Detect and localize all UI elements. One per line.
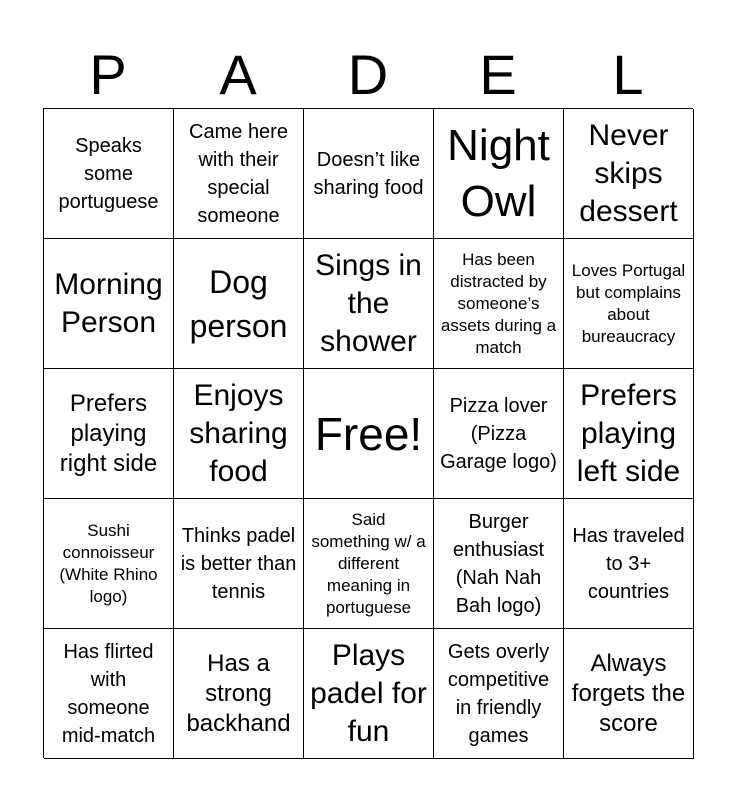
bingo-cell[interactable] — [304, 629, 434, 759]
bingo-cell[interactable] — [434, 239, 564, 369]
header-letter-e: E — [479, 43, 517, 106]
cell-text: Gets overly competitive in friendly games — [447, 640, 550, 747]
bingo-cell-free[interactable] — [304, 369, 434, 499]
bingo-cell[interactable] — [174, 629, 304, 759]
bingo-cell[interactable] — [564, 239, 694, 369]
cell-text: Has flirted with someone mid-match — [61, 640, 156, 747]
cell-text: Enjoys sharing food — [189, 378, 288, 488]
cell-text: Prefers playing left side — [576, 378, 681, 488]
bingo-cell[interactable] — [304, 239, 434, 369]
cell-text: Came here with their special someone — [189, 120, 288, 227]
bingo-cell[interactable] — [304, 109, 434, 239]
bingo-cell[interactable] — [44, 499, 174, 629]
bingo-cell[interactable] — [434, 369, 564, 499]
bingo-cell[interactable] — [174, 109, 304, 239]
bingo-cell[interactable] — [44, 109, 174, 239]
bingo-cell[interactable] — [304, 499, 434, 629]
cell-text: Has been distracted by someone’s assets during a match — [440, 249, 557, 357]
cell-text: Loves Portugal but complains about bureaucracy — [571, 260, 686, 346]
cell-text: Always forgets the score — [571, 649, 686, 737]
header-letter-d: D — [347, 43, 389, 106]
bingo-grid — [43, 108, 693, 758]
header-letter-l: L — [612, 43, 644, 106]
bingo-cell[interactable] — [174, 239, 304, 369]
bingo-cell[interactable] — [564, 629, 694, 759]
bingo-cell[interactable] — [44, 369, 174, 499]
cell-text: Has a strong backhand — [186, 649, 291, 737]
bingo-cell[interactable] — [44, 629, 174, 759]
bingo-cell[interactable] — [434, 109, 564, 239]
header-letter-p: P — [89, 43, 127, 106]
cell-text: Doesn’t like sharing food — [313, 148, 424, 199]
cell-text: Pizza lover (Pizza Garage logo) — [440, 394, 557, 473]
cell-text: Speaks some portuguese — [58, 134, 159, 213]
bingo-cell[interactable] — [564, 499, 694, 629]
bingo-header — [43, 42, 693, 108]
cell-text: Morning Person — [54, 267, 163, 339]
cell-text: Plays padel for fun — [310, 638, 427, 748]
cell-text: Sushi connoisseur (White Rhino logo) — [59, 520, 158, 606]
free-space-text: Free! — [314, 407, 423, 460]
cell-text: Burger enthusiast (Nah Nah Bah logo) — [452, 510, 545, 617]
header-letter-a: A — [219, 43, 257, 106]
bingo-cell[interactable] — [564, 369, 694, 499]
cell-text: Has traveled to 3+ countries — [572, 524, 685, 603]
bingo-cell[interactable] — [44, 239, 174, 369]
cell-text: Thinks padel is better than tennis — [180, 524, 297, 603]
cell-text: Prefers playing right side — [59, 389, 158, 477]
bingo-cell[interactable] — [174, 499, 304, 629]
bingo-cell[interactable] — [434, 499, 564, 629]
bingo-cell[interactable] — [434, 629, 564, 759]
cell-text: Said something w/ a different meaning in portuguese — [311, 509, 426, 617]
bingo-cell[interactable] — [174, 369, 304, 499]
cell-text: Sings in the shower — [315, 248, 422, 358]
cell-text: Dog person — [189, 263, 288, 344]
cell-text: Night Owl — [447, 120, 550, 226]
cell-text: Never skips dessert — [579, 118, 678, 228]
bingo-cell[interactable] — [564, 109, 694, 239]
